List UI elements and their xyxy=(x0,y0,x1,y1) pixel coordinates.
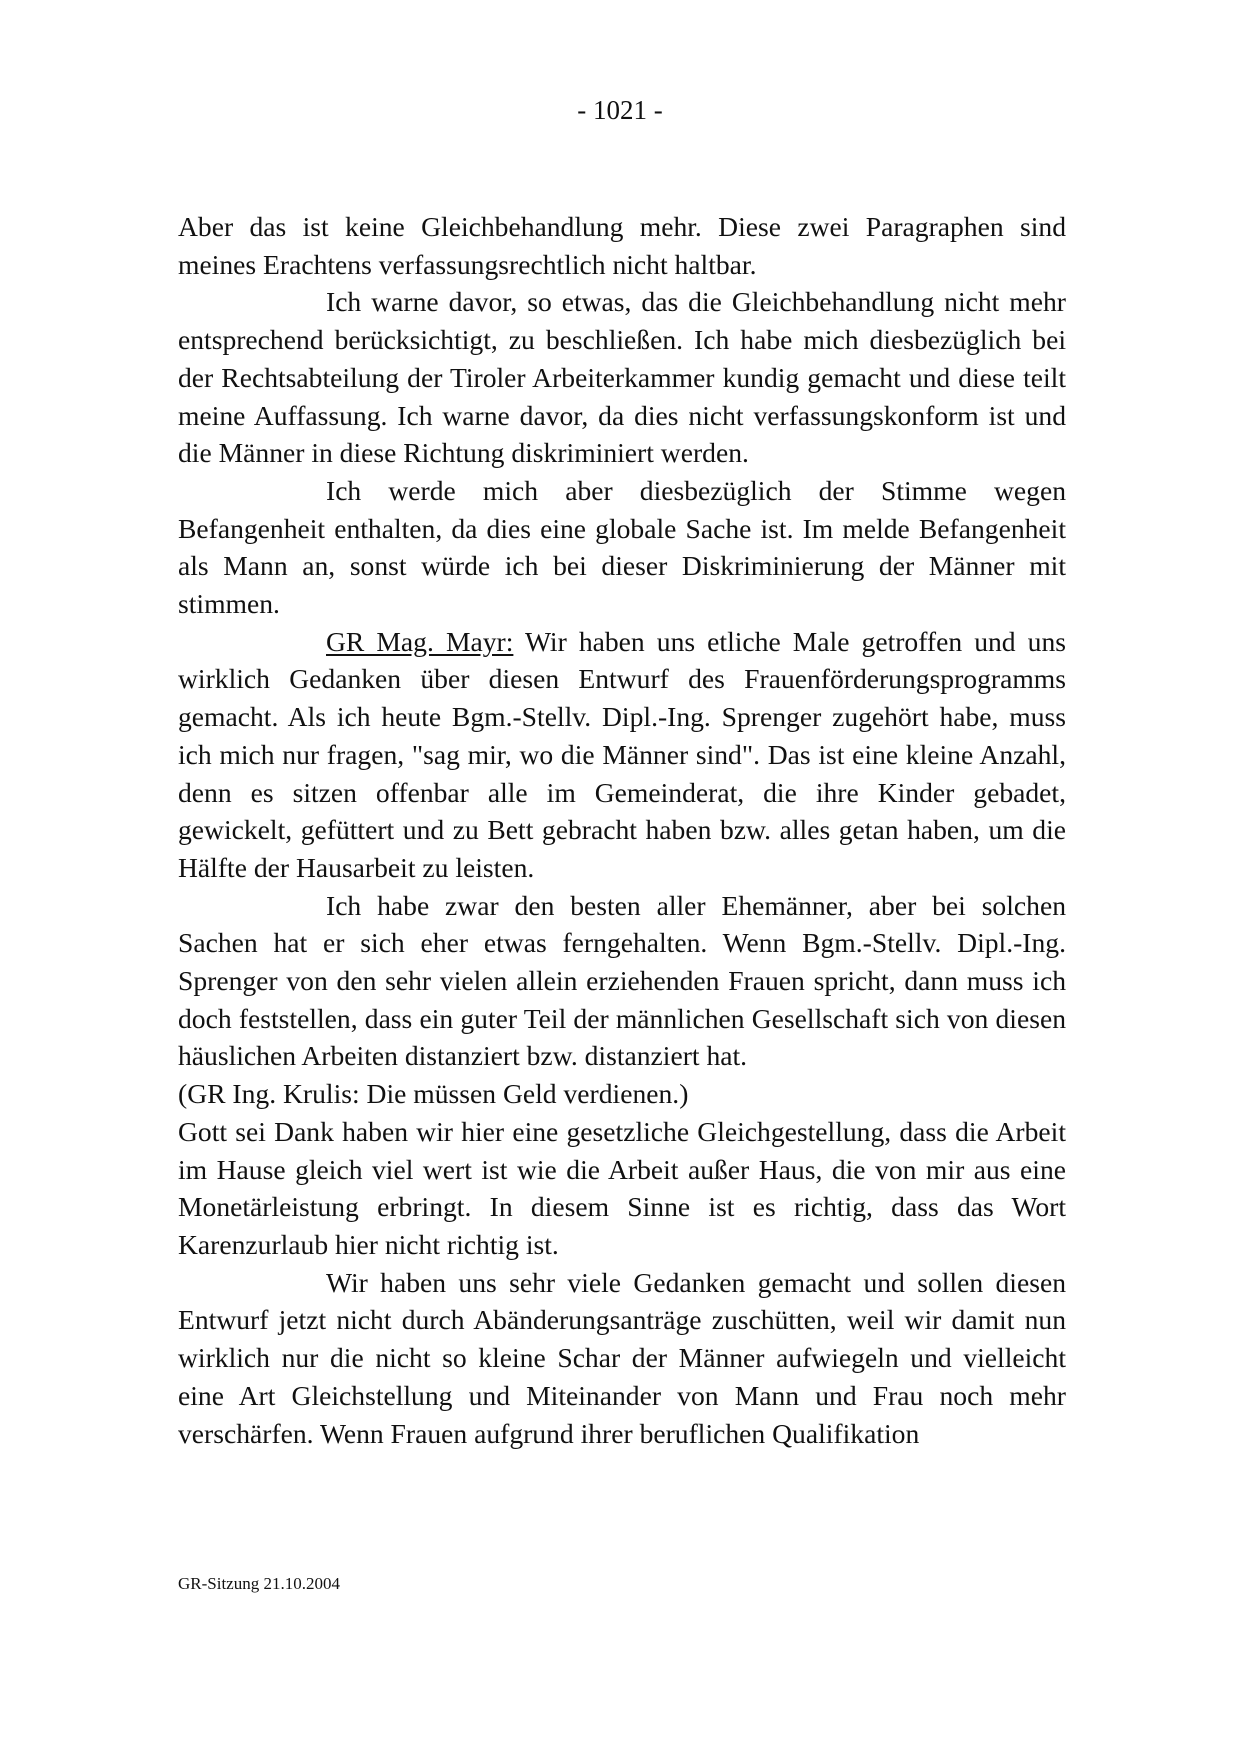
paragraph-7: Gott sei Dank haben wir hier eine gesetzliche Gleichgestellung, dass die Arbeit im Hause gleich viel wert ist wie die Arbeit außer Haus, die von mir aus eine Monetärleistung erbringt. In diesem Sinne ist es richtig, dass das Wort Karenzurlaub hier nicht richtig ist. xyxy=(178,1115,1066,1260)
paragraph-4 xyxy=(178,623,1066,887)
speaker-name: GR Mag. Mayr: xyxy=(326,625,514,657)
paragraph-3: Ich werde mich aber diesbezüglich der Stimme wegen Befangenheit enthalten, da dies eine globale Sache ist. Im melde Befangenheit als Mann an, sonst würde ich bei dieser Diskriminierung der Männer mit stimmen. xyxy=(178,474,1066,620)
interjection: (GR Ing. Krulis: Die müssen Geld verdienen.) xyxy=(178,1078,689,1110)
protocol-text xyxy=(178,208,1066,1452)
paragraph-1: Aber das ist keine Gleichbehandlung mehr. Diese zwei Paragraphen sind meines Erachtens verfassungsrechtlich nicht haltbar. xyxy=(178,211,1066,280)
paragraph-8: Wir haben uns sehr viele Gedanken gemacht und sollen diesen Entwurf jetzt nicht durch Abänderungsanträge zuschütten, weil wir damit nun wirklich nur die nicht so kleine Schar der Männer aufwiegeln und vielleicht eine Art Gleichstellung und Miteinander von Mann und Frau noch mehr verschärfen. Wenn Frauen aufgrund ihrer beruflichen Qualifikation xyxy=(178,1266,1066,1449)
paragraph-2: Ich warne davor, so etwas, das die Gleichbehandlung nicht mehr entsprechend berücksichtigt, zu beschließen. Ich habe mich diesbezüglich bei der Rechtsabteilung der Tiroler Arbeiterkammer kundig gemacht und diese teilt meine Auffassung. Ich warne davor, da dies nicht verfassungskonform ist und die Männer in diese Richtung diskriminiert werden. xyxy=(178,286,1066,469)
footer-session-date: GR-Sitzung 21.10.2004 xyxy=(178,1574,340,1593)
paragraph-4-text: Wir haben uns etliche Male getroffen und uns wirklich Gedanken über diesen Entwurf des Frauenförderungsprogramms gemacht. Als ich heute Bgm.-Stellv. Dipl.-Ing. Sprenger zugehört habe, muss ich mich nur fragen, "sag mir, wo die Männer sind". Das ist eine kleine Anzahl, denn es sitzen offenbar alle im Gemeinderat, die ihre Kinder gebadet, gewickelt, gefüttert und zu Bett gebracht haben bzw. alles getan haben, um die Hälfte der Hausarbeit zu leisten. xyxy=(178,625,1067,883)
paragraph-5: Ich habe zwar den besten aller Ehemänner, aber bei solchen Sachen hat er sich eher etwas ferngehalten. Wenn Bgm.-Stellv. Dipl.-Ing. Sprenger von den sehr vielen allein erziehenden Frauen spricht, dann muss ich doch feststellen, dass ein guter Teil der männlichen Gesellschaft sich von diesen häuslichen Arbeiten distanziert bzw. distanziert hat. xyxy=(178,889,1066,1072)
page-number: - 1021 - xyxy=(577,95,663,125)
